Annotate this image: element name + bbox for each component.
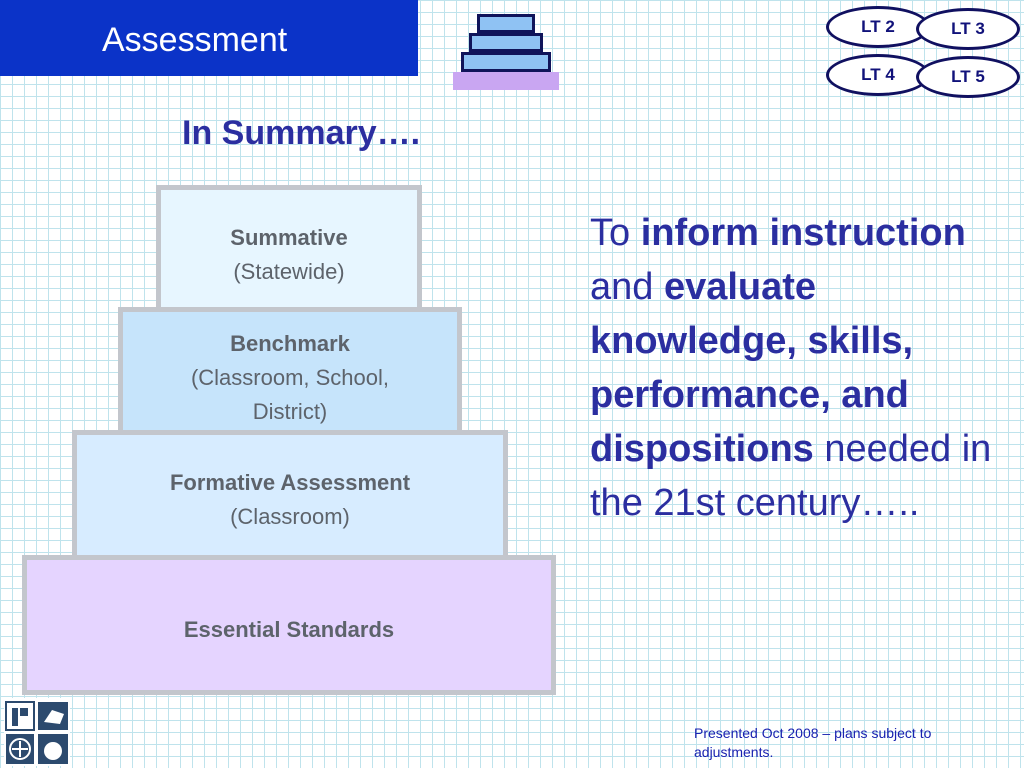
lt3-button[interactable]: LT 3	[916, 8, 1020, 50]
pyramid-tier-summative	[156, 185, 422, 313]
tier-label: Formative Assessment	[169, 470, 411, 495]
footnote: Presented Oct 2008 – plans subject to adjustments.	[694, 725, 932, 760]
slide-title: Assessment	[102, 21, 288, 59]
lt5-button[interactable]: LT 5	[916, 56, 1020, 98]
summary-heading: In Summary….	[182, 114, 421, 152]
desc-and: and	[590, 266, 654, 308]
tier-sub: (Classroom)	[230, 504, 350, 529]
pyramid-tier-formative	[72, 430, 508, 560]
tier-label: Benchmark	[230, 331, 350, 356]
pyramid-tier-benchmark	[118, 307, 462, 435]
desc-rest: needed in the 21st century…..	[590, 428, 992, 524]
desc-inform: inform instruction	[640, 212, 966, 254]
pyramid-tier-essential	[22, 555, 556, 695]
tier-sub: (Classroom, School, District)	[190, 365, 390, 424]
school-logo-icon	[4, 698, 70, 766]
summary-description	[590, 206, 1010, 530]
tier-sub: (Statewide)	[233, 259, 345, 284]
tier-label: Summative	[230, 225, 348, 250]
tier-label: Essential Standards	[183, 617, 395, 642]
stacked-layers-icon	[450, 10, 562, 92]
lt4-button[interactable]: LT 4	[826, 54, 930, 96]
title-bar	[0, 0, 418, 76]
desc-to: To	[590, 212, 631, 254]
lt2-button[interactable]: LT 2	[826, 6, 930, 48]
desc-evaluate: evaluate knowledge, skills, performance, and dispositions	[590, 266, 914, 470]
